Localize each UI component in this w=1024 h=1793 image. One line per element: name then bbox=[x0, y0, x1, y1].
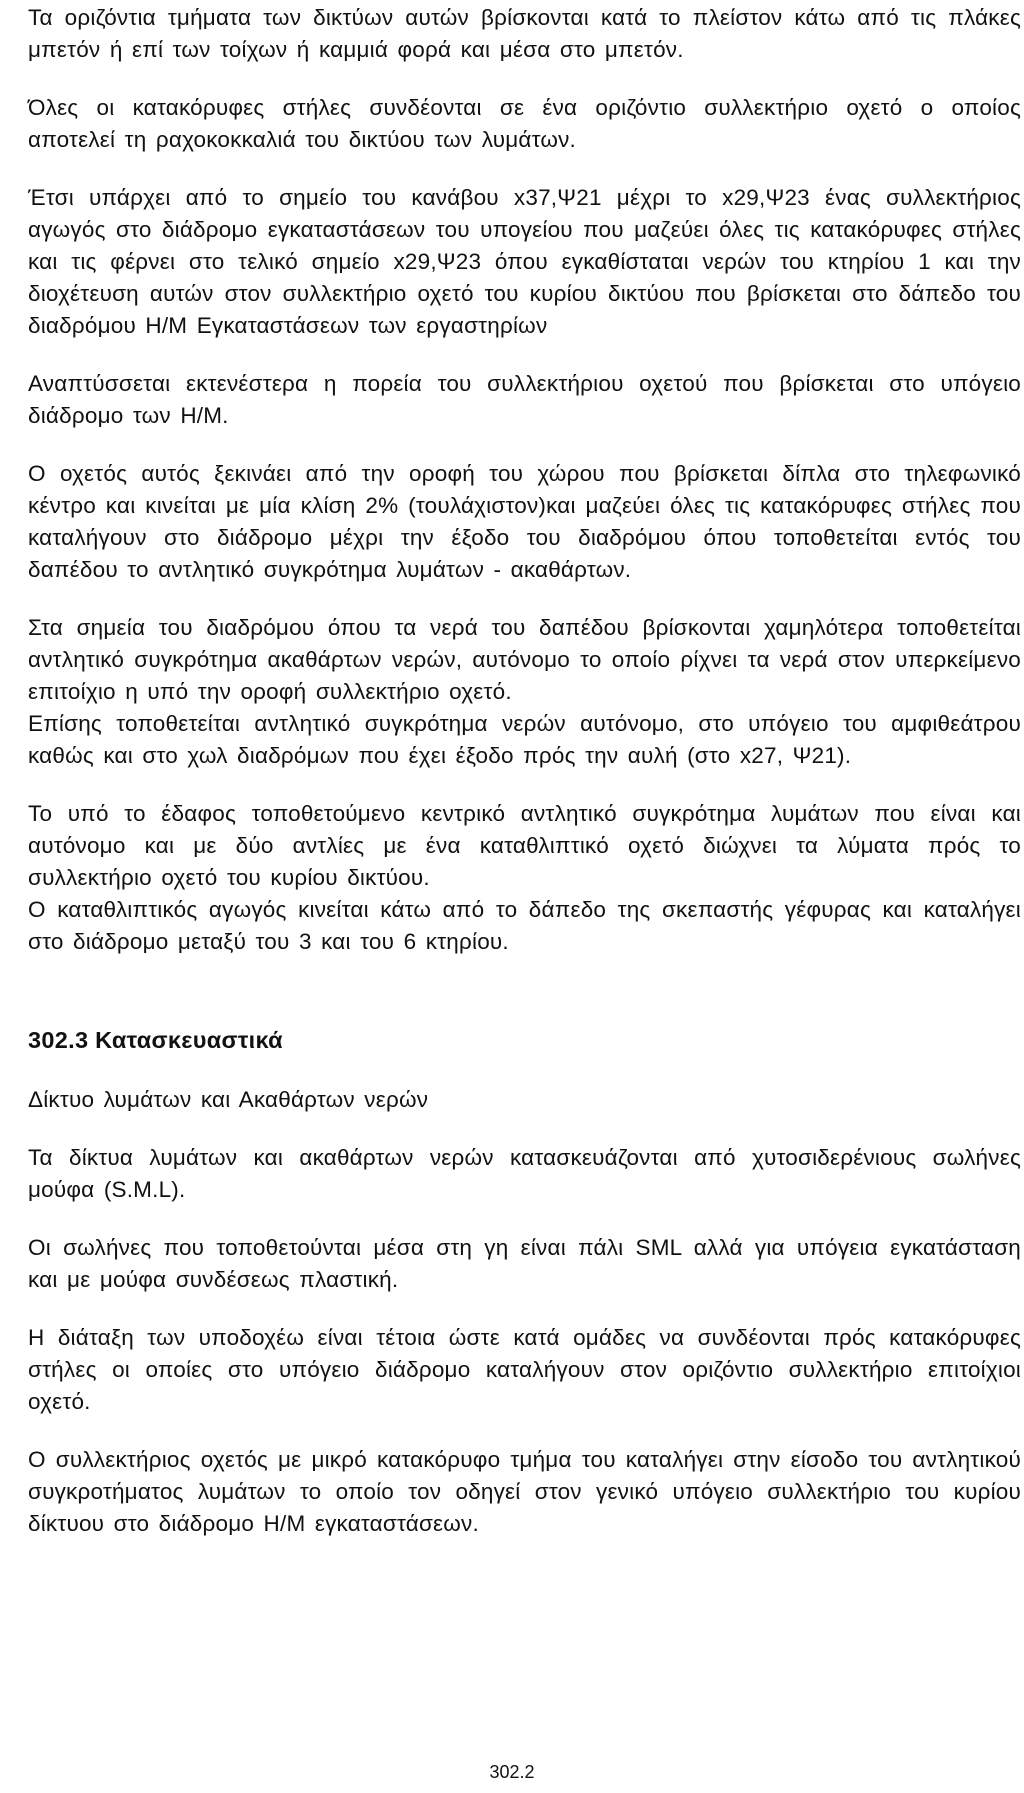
page-number: 302.2 bbox=[489, 1762, 535, 1782]
section-heading: 302.3 Κατασκευαστικά bbox=[28, 1027, 283, 1053]
paragraph-pipe-material: Τα δίκτυα λυμάτων και ακαθάρτων νερών κατασκευάζονται από χυτοσιδερένιους σωλήνες μούφα (S.M.L). bbox=[28, 1145, 1021, 1202]
paragraph-central-pump: Το υπό το έδαφος τοποθετούμενο κεντρικό αντλητικό συγκρότημα λυμάτων που είναι και αυτόνομο και με δύο αντλίες με ένα καταθλιπτικό οχετό διώχνει τα λύματα πρός το συλλεκτήριο οχετό του κυρίου δικτύου. bbox=[28, 801, 1021, 890]
paragraph-discharge-pipe: Ο καταθλιπτικός αγωγός κινείται κάτω από το δάπεδο της σκεπαστής γέφυρας και καταλήγει στο διάδρομο μεταξύ του 3 και του 6 κτηρίου. bbox=[28, 897, 1021, 954]
paragraph-collector-ending: Ο συλλεκτήριος οχετός με μικρό κατακόρυφο τμήμα του καταλήγει στην είσοδο του αντλητικού συγκροτήματος λυμάτων το οποίο τον οδηγεί στον γενικό υπόγειο συλλεκτήριο του κυρίου δίκτυου στο διάδρομο Η/Μ εγκαταστάσεων. bbox=[28, 1447, 1021, 1536]
paragraph-pipe-start: Ο οχετός αυτός ξεκινάει από την οροφή του χώρου που βρίσκεται δίπλα στο τηλεφωνικό κέντρο και κινείται με μία κλίση 2% (τουλάχιστον)και μαζεύει όλες τις κατακόρυφες στήλες που καταλήγουν στο διάδρομο μέχρι την έξοδο του διαδρόμου όπου τοποθετείται εντός του δαπέδου το αντλητικό συγκρότημα λυμάτων - ακαθάρτων. bbox=[28, 461, 1021, 582]
paragraph-pump-amphitheatre: Επίσης τοποθετείται αντλητικό συγκρότημα νερών αυτόνομο, στο υπόγειο του αμφιθεάτρου καθώς και στο χωλ διαδρόμων που έχει έξοδο πρός την αυλή (στο x27, Ψ21). bbox=[28, 711, 1021, 768]
section-subheading: Δίκτυο λυμάτων και Ακαθάρτων νερών bbox=[28, 1087, 429, 1112]
paragraph-receiver-layout: Η διάταξη των υποδοχέω είναι τέτοια ώστε κατά ομάδες να συνδέονται πρός κατακόρυφες στήλες οι οποίες στο υπόγειο διάδρομο καταλήγουν στον οριζόντιο συλλεκτήριο επιτοίχιοι οχετό. bbox=[28, 1325, 1021, 1414]
paragraph-underground-pipes: Οι σωλήνες που τοποθετούνται μέσα στη γη είναι πάλι SML αλλά για υπόγεια εγκατάσταση και με μούφα συνδέσεως πλαστική. bbox=[28, 1235, 1021, 1292]
paragraph-horizontal-sections: Τα οριζόντια τμήματα των δικτύων αυτών βρίσκονται κατά το πλείστον κάτω από τις πλάκες μπετόν ή επί των τοίχων ή καμμιά φορά και μέσα στο μπετόν. bbox=[28, 5, 1021, 62]
paragraph-pump-low-points: Στα σημεία του διαδρόμου όπου τα νερά του δαπέδου βρίσκονται χαμηλότερα τοποθετείται αντλητικό συγκρότημα ακαθάρτων νερών, αυτόνομο το οποίο ρίχνει τα νερά στον υπερκείμενο επιτοίχιο η υπό την οροφή συλλεκτήριο οχετό. bbox=[28, 615, 1021, 704]
document-body bbox=[28, 0, 1021, 1540]
paragraph-vertical-columns: Όλες οι κατακόρυφες στήλες συνδέονται σε ένα οριζόντιο συλλεκτήριο οχετό ο οποίος αποτελεί τη ραχοκοκκαλιά του δικτύου των λυμάτων. bbox=[28, 95, 1021, 152]
paragraph-collector-development: Αναπτύσσεται εκτενέστερα η πορεία του συλλεκτήριου οχετού που βρίσκεται στο υπόγειο διάδρομο των Η/Μ. bbox=[28, 371, 1021, 428]
paragraph-collector-pipe-route: Έτσι υπάρχει από το σημείο του κανάβου x37,Ψ21 μέχρι το x29,Ψ23 ένας συλλεκτήριος αγωγός στο διάδρομο εγκαταστάσεων του υπογείου που μαζεύει όλες τις κατακόρυφες στήλες και τις φέρνει στο τελικό σημείο x29,Ψ23 όπου εγκαθίσταται νερών του κτηρίου 1 και την διοχέτευση αυτών στον συλλεκτήριο οχετό του κυρίου δικτύου που βρίσκεται στο δάπεδο του διαδρόμου Η/Μ Εγκαταστάσεων των εργαστηρίων bbox=[28, 185, 1021, 338]
